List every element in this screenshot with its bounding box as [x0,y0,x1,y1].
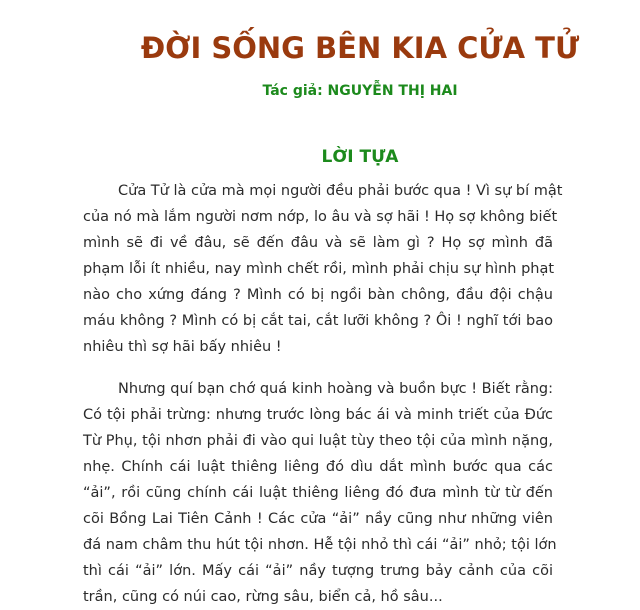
paragraph-line: Nhưng quí bạn chớ quá kinh hoàng và buồn bực ! Biết rằng: [118,381,553,397]
paragraph-line: trần, cũng có núi cao, rừng sâu, biển cả, hồ sâu... [83,589,443,605]
paragraph-line: mình sẽ đi về đâu, sẽ đến đâu và sẽ làm gì ? Họ sợ mình đã [83,235,553,251]
body-text [83,178,563,610]
paragraph-line: cõi Bồng Lai Tiên Cảnh ! Các cửa “ải” nầy cũng như những viên [83,511,553,527]
paragraph-1 [83,178,563,360]
paragraph-line: Từ Phụ, tội nhơn phải đi vào qui luật tùy theo tội của mình nặng, [83,433,553,449]
author-line: Tác giả: NGUYỄN THỊ HAI [262,83,458,99]
section-heading: LỜI TỰA [321,147,399,167]
paragraph-line: nào cho xứng đáng ? Mình có bị ngồi bàn chông, đầu đội chậu [83,287,553,303]
document-title: ĐỜI SỐNG BÊN KIA CỬA TỬ [140,31,580,65]
paragraph-line: nhiêu thì sợ hãi bấy nhiêu ! [83,339,282,355]
paragraph-line: Có tội phải trừng: nhưng trước lòng bác ái và minh triết của Đức [83,407,553,423]
paragraph-line: Cửa Tử là cửa mà mọi người đều phải bước qua ! Vì sự bí mật [118,183,563,199]
paragraph-2 [83,376,557,610]
paragraph-line: đá nam châm thu hút tội nhơn. Hễ tội nhỏ thì cái “ải” nhỏ; tội lớn [83,537,557,553]
paragraph-line: máu không ? Mình có bị cắt tai, cắt lưỡi không ? Ôi ! nghĩ tới bao [83,313,553,329]
paragraph-line: của nó mà lắm người nơm nớp, lo âu và sợ hãi ! Họ sợ không biết [83,209,558,225]
paragraph-gap [83,360,553,376]
paragraph-line: thì cái “ải” lớn. Mấy cái “ải” nầy tượng trưng bảy cảnh của cõi [83,563,553,579]
paragraph-line: nhẹ. Chính cái luật thiêng liêng đó dìu dắt mình bước qua các [83,459,553,475]
paragraph-line: “ải”, rồi cũng chính cái luật thiêng liêng đó đưa mình từ từ đến [83,485,553,501]
paragraph-line: phạm lỗi ít nhiều, nay mình chết rồi, mình phải chịu sự hình phạt [83,261,555,277]
